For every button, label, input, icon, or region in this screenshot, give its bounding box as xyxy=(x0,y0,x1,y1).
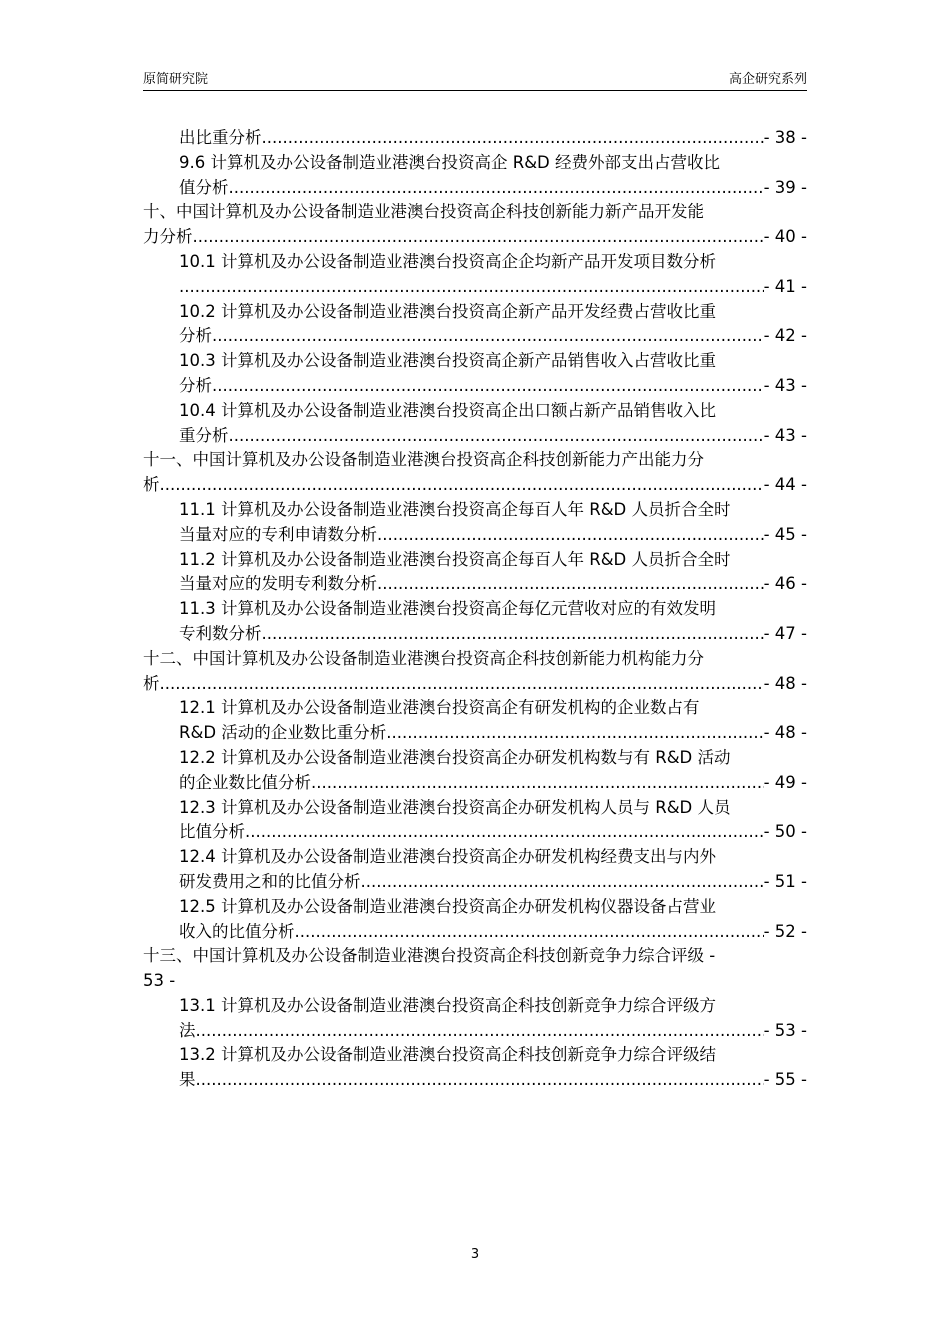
toc-page-number: - 44 - xyxy=(763,475,807,495)
toc-entry-title-line: 十一、中国计算机及办公设备制造业港澳台投资高企科技创新能力产出能力分 xyxy=(143,450,704,470)
page-header xyxy=(143,66,807,91)
toc-entry-title-tail: 分析 xyxy=(179,326,212,346)
table-of-contents xyxy=(143,126,807,1093)
toc-entry-title-line: 十、中国计算机及办公设备制造业港澳台投资高企科技创新能力新产品开发能 xyxy=(143,202,704,222)
toc-entry-last-line xyxy=(143,672,807,697)
toc-entry-title-line: 10.3 计算机及办公设备制造业港澳台投资高企新产品销售收入占营收比重 xyxy=(179,351,716,371)
toc-leader-dots xyxy=(262,126,764,151)
toc-entry-title-tail: R&D 活动的企业数比重分析 xyxy=(179,723,387,743)
toc-entry-title-line: 11.2 计算机及办公设备制造业港澳台投资高企每百人年 R&D 人员折合全时 xyxy=(179,549,731,569)
toc-entry[interactable] xyxy=(179,895,807,945)
toc-entry-title-tail: 当量对应的发明专利数分析 xyxy=(179,574,377,594)
toc-page-number: - 52 - xyxy=(763,921,807,941)
toc-entry-title-line: 10.1 计算机及办公设备制造业港澳台投资高企企均新产品开发项目数分析 xyxy=(179,251,716,271)
toc-entry[interactable] xyxy=(179,746,807,796)
toc-entry-title-tail: 法 xyxy=(179,1020,196,1040)
toc-entry[interactable] xyxy=(179,250,807,300)
toc-leader-dots xyxy=(212,324,764,349)
toc-leader-dots xyxy=(179,275,764,300)
toc-entry[interactable] xyxy=(143,944,807,994)
toc-entry-last-line xyxy=(179,324,807,349)
toc-entry-title-tail: 专利数分析 xyxy=(179,623,262,643)
toc-entry-title-tail: 比值分析 xyxy=(179,822,245,842)
toc-page-number: - 50 - xyxy=(763,822,807,842)
toc-entry[interactable] xyxy=(179,126,807,151)
toc-entry-title-line: 13.1 计算机及办公设备制造业港澳台投资高企科技创新竞争力综合评级方 xyxy=(179,995,716,1015)
toc-entry-last-line xyxy=(179,1019,807,1044)
toc-entry-last-line xyxy=(179,275,807,300)
toc-entry-title-tail: 分析 xyxy=(179,375,212,395)
toc-page-number: - 55 - xyxy=(763,1070,807,1090)
toc-entry[interactable] xyxy=(143,647,807,697)
toc-leader-dots xyxy=(196,1019,764,1044)
toc-entry-last-line xyxy=(179,1068,807,1093)
toc-leader-dots xyxy=(193,225,764,250)
toc-page-number: - 47 - xyxy=(763,623,807,643)
toc-entry-last-line xyxy=(179,870,807,895)
toc-entry[interactable] xyxy=(179,696,807,746)
toc-entry[interactable] xyxy=(179,300,807,350)
toc-entry[interactable] xyxy=(179,349,807,399)
toc-page-number: - 48 - xyxy=(763,723,807,743)
toc-page-number: - 53 - xyxy=(763,1020,807,1040)
toc-entry-title-tail: 值分析 xyxy=(179,177,229,197)
toc-page-number: - 43 - xyxy=(763,375,807,395)
toc-entry-title-line: 10.2 计算机及办公设备制造业港澳台投资高企新产品开发经费占营收比重 xyxy=(179,301,716,321)
toc-entry-title-line: 12.3 计算机及办公设备制造业港澳台投资高企办研发机构人员与 R&D 人员 xyxy=(179,797,731,817)
toc-leader-dots xyxy=(229,176,764,201)
header-left: 原简研究院 xyxy=(143,72,209,87)
toc-page-number: - 43 - xyxy=(763,425,807,445)
toc-entry[interactable] xyxy=(179,1043,807,1093)
toc-entry-last-line xyxy=(179,572,807,597)
toc-entry[interactable] xyxy=(179,498,807,548)
toc-entry[interactable] xyxy=(143,448,807,498)
toc-entry[interactable] xyxy=(179,796,807,846)
toc-leader-dots xyxy=(311,771,764,796)
toc-entry-last-line xyxy=(179,374,807,399)
toc-entry-title-tail: 收入的比值分析 xyxy=(179,921,295,941)
toc-entry-last-line xyxy=(179,176,807,201)
toc-page-number: - 42 - xyxy=(763,326,807,346)
toc-entry[interactable] xyxy=(143,200,807,250)
toc-leader-dots xyxy=(295,920,764,945)
toc-entry-last-line xyxy=(179,622,807,647)
toc-page-number: 53 - xyxy=(143,971,176,991)
toc-leader-dots xyxy=(377,572,764,597)
toc-entry-title-tail: 析 xyxy=(143,475,160,495)
toc-entry-title-line: 11.3 计算机及办公设备制造业港澳台投资高企每亿元营收对应的有效发明 xyxy=(179,599,716,619)
toc-leader-dots xyxy=(196,1068,764,1093)
toc-entry-last-line xyxy=(179,920,807,945)
toc-entry[interactable] xyxy=(179,548,807,598)
toc-entry-title-tail: 重分析 xyxy=(179,425,229,445)
toc-entry-last-line xyxy=(179,424,807,449)
toc-leader-dots xyxy=(386,721,763,746)
page-number: 3 xyxy=(470,1247,480,1262)
toc-entry-last-line xyxy=(143,225,807,250)
toc-leader-dots xyxy=(245,820,764,845)
toc-page-number: - 46 - xyxy=(763,574,807,594)
toc-leader-dots xyxy=(229,424,764,449)
toc-page-number: - 40 - xyxy=(763,227,807,247)
toc-entry[interactable] xyxy=(179,151,807,201)
toc-leader-dots xyxy=(160,473,764,498)
toc-entry-last-line xyxy=(179,721,807,746)
toc-entry-title-line: 12.1 计算机及办公设备制造业港澳台投资高企有研发机构的企业数占有 xyxy=(179,698,700,718)
toc-entry-title-line: 11.1 计算机及办公设备制造业港澳台投资高企每百人年 R&D 人员折合全时 xyxy=(179,499,731,519)
toc-page-number: - 49 - xyxy=(763,772,807,792)
toc-entry-title-tail: 析 xyxy=(143,673,160,693)
toc-entry[interactable] xyxy=(179,845,807,895)
toc-entry-title-tail: 果 xyxy=(179,1070,196,1090)
toc-entry-last-line xyxy=(143,969,807,994)
toc-entry-last-line xyxy=(179,771,807,796)
toc-leader-dots xyxy=(377,523,764,548)
toc-entry-title-line: 10.4 计算机及办公设备制造业港澳台投资高企出口额占新产品销售收入比 xyxy=(179,400,716,420)
toc-entry-title-line: 十三、中国计算机及办公设备制造业港澳台投资高企科技创新竞争力综合评级 - xyxy=(143,946,716,966)
toc-leader-dots xyxy=(361,870,764,895)
toc-entry-title-tail: 出比重分析 xyxy=(179,128,262,147)
toc-entry-title-line: 12.4 计算机及办公设备制造业港澳台投资高企办研发机构经费支出与内外 xyxy=(179,847,716,867)
toc-page-number: - 41 - xyxy=(763,276,807,296)
toc-entry-last-line xyxy=(179,820,807,845)
toc-entry-title-tail: 的企业数比值分析 xyxy=(179,772,311,792)
toc-entry[interactable] xyxy=(179,994,807,1044)
toc-entry-title-line: 12.2 计算机及办公设备制造业港澳台投资高企办研发机构数与有 R&D 活动 xyxy=(179,747,731,767)
toc-entry-title-line: 13.2 计算机及办公设备制造业港澳台投资高企科技创新竞争力综合评级结 xyxy=(179,1045,716,1065)
toc-page-number: - 48 - xyxy=(763,673,807,693)
toc-entry-title-line: 12.5 计算机及办公设备制造业港澳台投资高企办研发机构仪器设备占营业 xyxy=(179,896,716,916)
toc-entry-title-tail: 力分析 xyxy=(143,227,193,247)
toc-entry-title-line: 十二、中国计算机及办公设备制造业港澳台投资高企科技创新能力机构能力分 xyxy=(143,648,704,668)
toc-page-number: - 51 - xyxy=(763,871,807,891)
toc-entry-last-line xyxy=(143,473,807,498)
toc-page-number: - 39 - xyxy=(763,177,807,197)
toc-entry-title-tail: 当量对应的专利申请数分析 xyxy=(179,524,377,544)
header-right: 高企研究系列 xyxy=(728,72,807,87)
toc-page-number: - 38 - xyxy=(763,128,807,147)
toc-page-number: - 45 - xyxy=(763,524,807,544)
toc-entry-last-line xyxy=(179,126,807,151)
toc-leader-dots xyxy=(262,622,764,647)
toc-leader-dots xyxy=(160,672,764,697)
toc-entry[interactable] xyxy=(179,597,807,647)
toc-entry-title-tail: 研发费用之和的比值分析 xyxy=(179,871,361,891)
toc-leader-dots xyxy=(212,374,764,399)
toc-entry-title-line: 9.6 计算机及办公设备制造业港澳台投资高企 R&D 经费外部支出占营收比 xyxy=(179,152,721,172)
toc-entry[interactable] xyxy=(179,399,807,449)
toc-entry-last-line xyxy=(179,523,807,548)
